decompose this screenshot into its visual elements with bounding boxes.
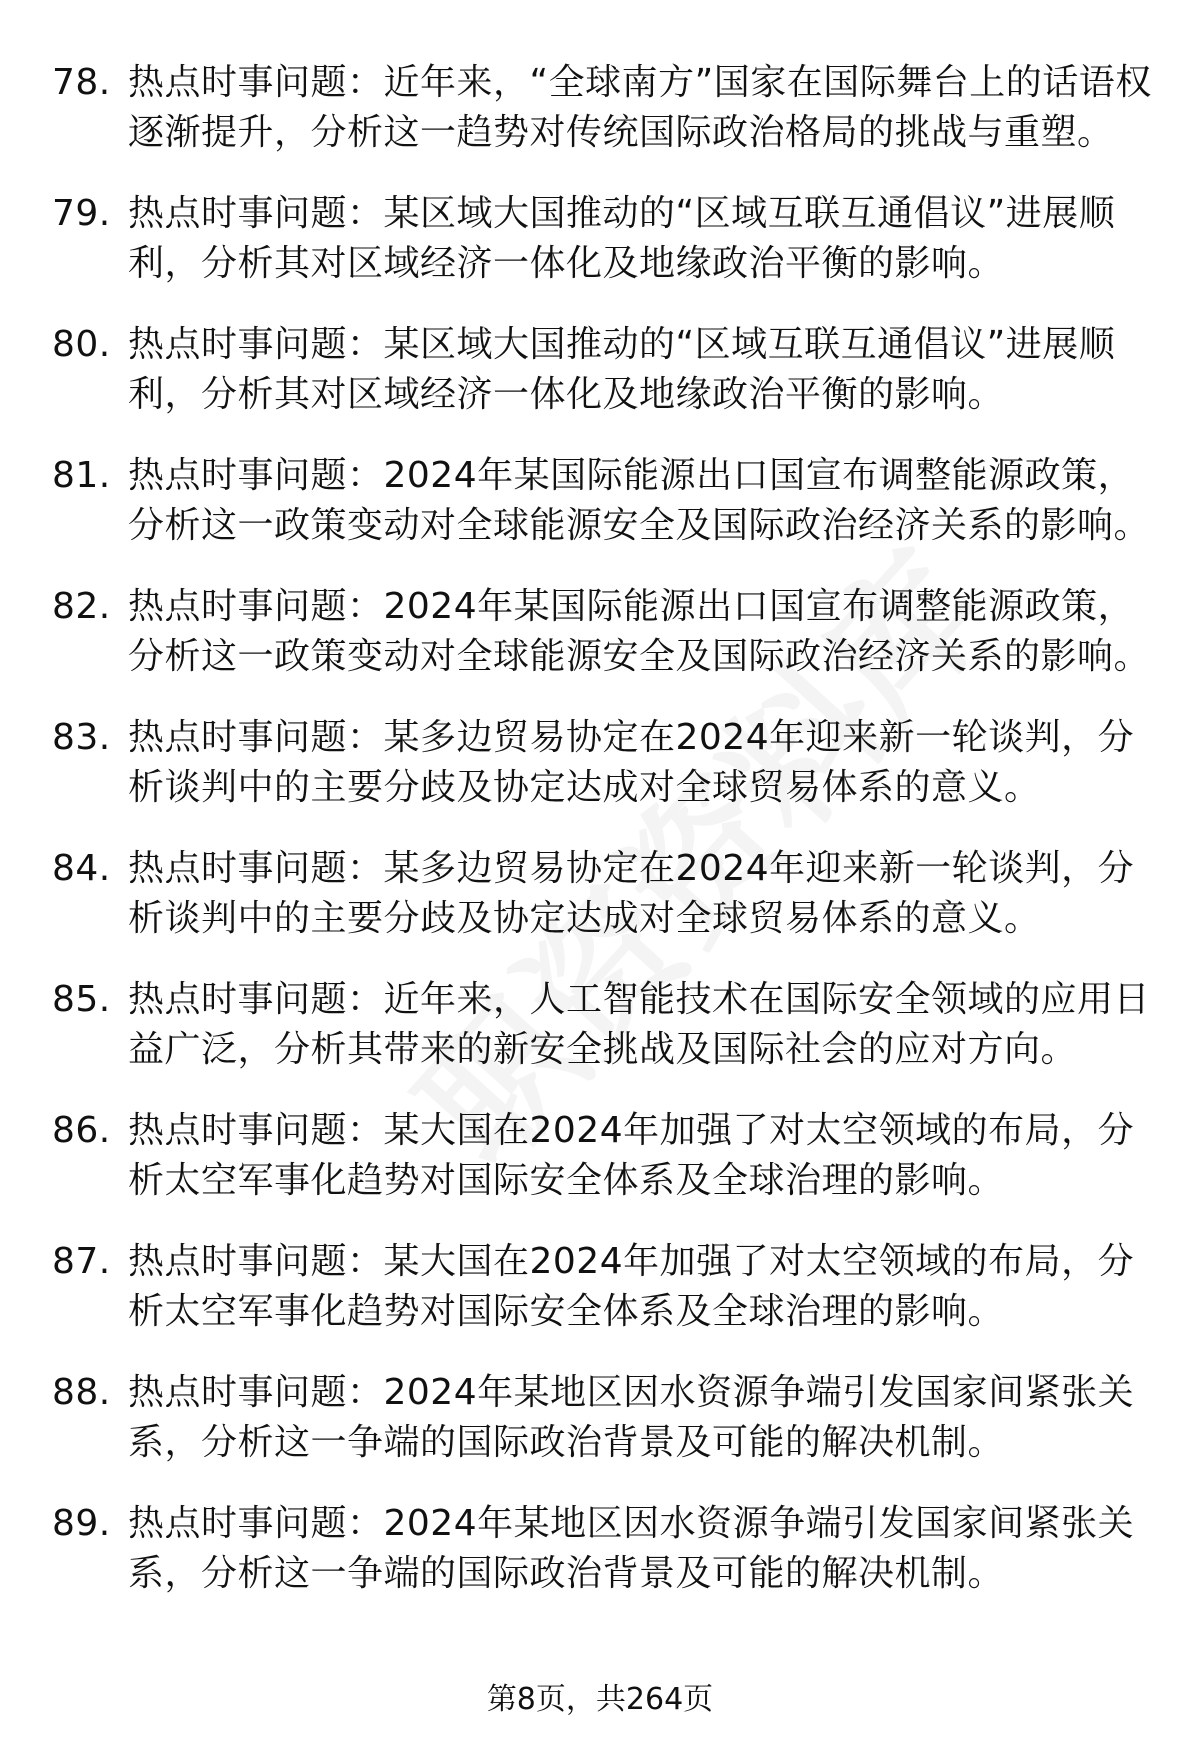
list-item	[52, 320, 1152, 451]
page-footer: 第8页，共264页	[486, 1682, 714, 1717]
list-item	[52, 1499, 1152, 1630]
question-text: 热点时事问题：2024年某地区因水资源争端引发国家间紧张关系，分析这一争端的国际政治背景及可能的解决机制。	[128, 1372, 1135, 1463]
list-item	[52, 451, 1152, 582]
list-item	[52, 1106, 1152, 1237]
list-item	[52, 58, 1152, 189]
list-item	[52, 1368, 1152, 1499]
question-number: 78.	[52, 62, 111, 103]
question-number: 84.	[52, 848, 111, 889]
question-text: 热点时事问题：某多边贸易协定在2024年迎来新一轮谈判，分析谈判中的主要分歧及协定达成对全球贸易体系的意义。	[128, 717, 1135, 808]
question-text: 热点时事问题：某大国在2024年加强了对太空领域的布局，分析太空军事化趋势对国际安全体系及全球治理的影响。	[128, 1241, 1135, 1332]
question-number: 85.	[52, 979, 111, 1020]
question-number: 82.	[52, 586, 111, 627]
question-text: 热点时事问题：某多边贸易协定在2024年迎来新一轮谈判，分析谈判中的主要分歧及协定达成对全球贸易体系的意义。	[128, 848, 1135, 939]
question-text: 热点时事问题：近年来，人工智能技术在国际安全领域的应用日益广泛，分析其带来的新安全挑战及国际社会的应对方向。	[128, 979, 1151, 1070]
list-item	[52, 713, 1152, 844]
question-number: 86.	[52, 1110, 111, 1151]
question-text: 热点时事问题：近年来，“全球南方”国家在国际舞台上的话语权逐渐提升，分析这一趋势对传统国际政治格局的挑战与重塑。	[128, 62, 1152, 153]
question-text: 热点时事问题：2024年某国际能源出口国宣布调整能源政策，分析这一政策变动对全球能源安全及国际政治经济关系的影响。	[128, 455, 1151, 546]
question-number: 83.	[52, 717, 111, 758]
question-list	[52, 58, 1152, 1630]
question-number: 87.	[52, 1241, 111, 1282]
question-number: 80.	[52, 324, 111, 365]
question-number: 79.	[52, 193, 111, 234]
list-item	[52, 189, 1152, 320]
question-text: 热点时事问题：2024年某国际能源出口国宣布调整能源政策，分析这一政策变动对全球能源安全及国际政治经济关系的影响。	[128, 586, 1151, 677]
question-text: 热点时事问题：某大国在2024年加强了对太空领域的布局，分析太空军事化趋势对国际安全体系及全球治理的影响。	[128, 1110, 1135, 1201]
question-number: 89.	[52, 1503, 111, 1544]
question-text: 热点时事问题：2024年某地区因水资源争端引发国家间紧张关系，分析这一争端的国际政治背景及可能的解决机制。	[128, 1503, 1135, 1594]
list-item	[52, 844, 1152, 975]
list-item	[52, 975, 1152, 1106]
question-number: 81.	[52, 455, 111, 496]
question-number: 88.	[52, 1372, 111, 1413]
question-text: 热点时事问题：某区域大国推动的“区域互联互通倡议”进展顺利，分析其对区域经济一体化及地缘政治平衡的影响。	[128, 324, 1116, 415]
list-item	[52, 582, 1152, 713]
question-text: 热点时事问题：某区域大国推动的“区域互联互通倡议”进展顺利，分析其对区域经济一体化及地缘政治平衡的影响。	[128, 193, 1116, 284]
list-item	[52, 1237, 1152, 1368]
